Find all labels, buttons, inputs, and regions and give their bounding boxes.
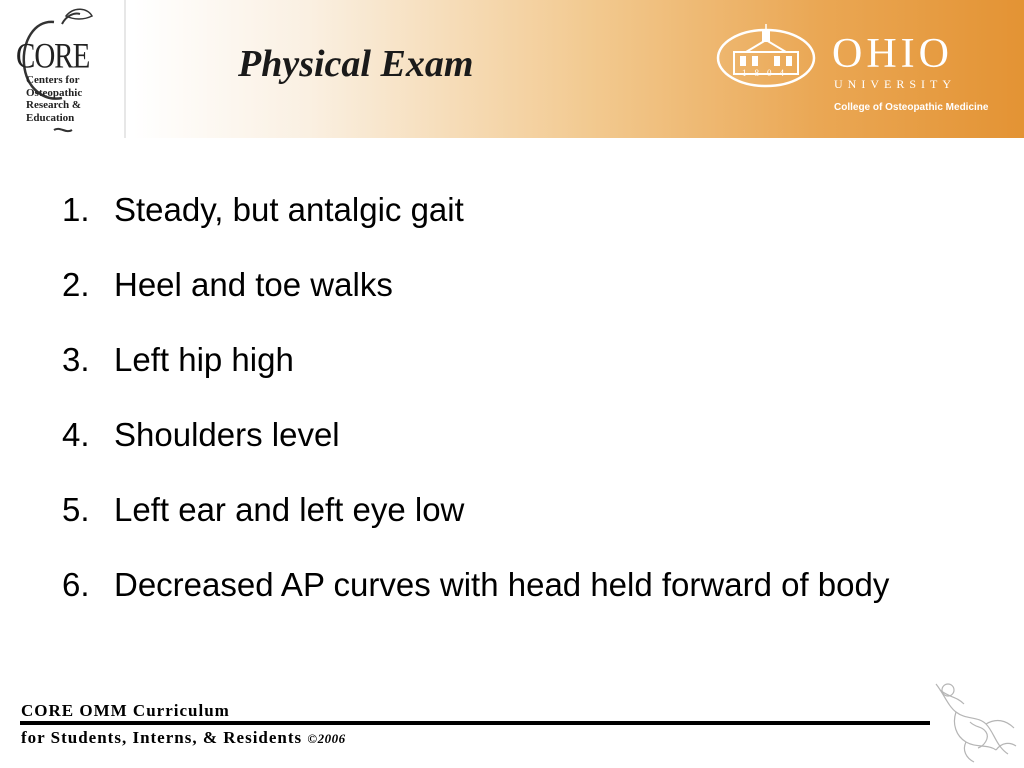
- item-text: Steady, but antalgic gait: [114, 191, 464, 228]
- list-item: [62, 188, 982, 231]
- item-text: Heel and toe walks: [114, 266, 393, 303]
- item-text: Decreased AP curves with head held forward of body: [114, 566, 890, 603]
- seal-year: 1804: [742, 68, 792, 78]
- item-number: 6.: [62, 566, 90, 603]
- item-text: Left hip high: [114, 341, 294, 378]
- slide-title: Physical Exam: [238, 43, 474, 85]
- list-item: [62, 263, 982, 306]
- core-logo-line: Centers for: [26, 74, 80, 86]
- ohio-university-name: OHIO: [832, 31, 953, 77]
- slide-header: [0, 0, 1024, 138]
- list-item: [62, 413, 982, 456]
- item-text: Left ear and left eye low: [114, 491, 465, 528]
- college-name: College of Osteopathic Medicine: [834, 102, 989, 113]
- item-number: 4.: [62, 416, 90, 453]
- item-number: 1.: [62, 191, 90, 228]
- list-item: [62, 488, 982, 531]
- item-number: 3.: [62, 341, 90, 378]
- list-item: [62, 563, 982, 606]
- item-number: 5.: [62, 491, 90, 528]
- item-text: Shoulders level: [114, 416, 340, 453]
- item-number: 2.: [62, 266, 90, 303]
- ohio-university-seal: [716, 24, 816, 88]
- exam-findings-list: [62, 188, 982, 638]
- core-logo-line: Osteopathic: [26, 86, 83, 99]
- footer-curriculum: CORE OMM Curriculum: [21, 701, 230, 720]
- core-logo-text: [26, 74, 82, 124]
- anatomy-sketch-icon: [926, 676, 1022, 766]
- footer-rule: [20, 721, 930, 725]
- footer-audience-text: for Students, Interns, & Residents: [21, 728, 303, 747]
- ohio-university-subtitle: UNIVERSITY: [834, 77, 956, 91]
- core-logo-line: Research &: [26, 99, 82, 111]
- core-logo-word: CORE: [16, 36, 90, 76]
- header-divider: [124, 0, 126, 138]
- core-logo-line: Education: [26, 111, 75, 124]
- footer-copyright: ©2006: [307, 731, 346, 746]
- footer-audience: [21, 728, 346, 748]
- list-item: [62, 338, 982, 381]
